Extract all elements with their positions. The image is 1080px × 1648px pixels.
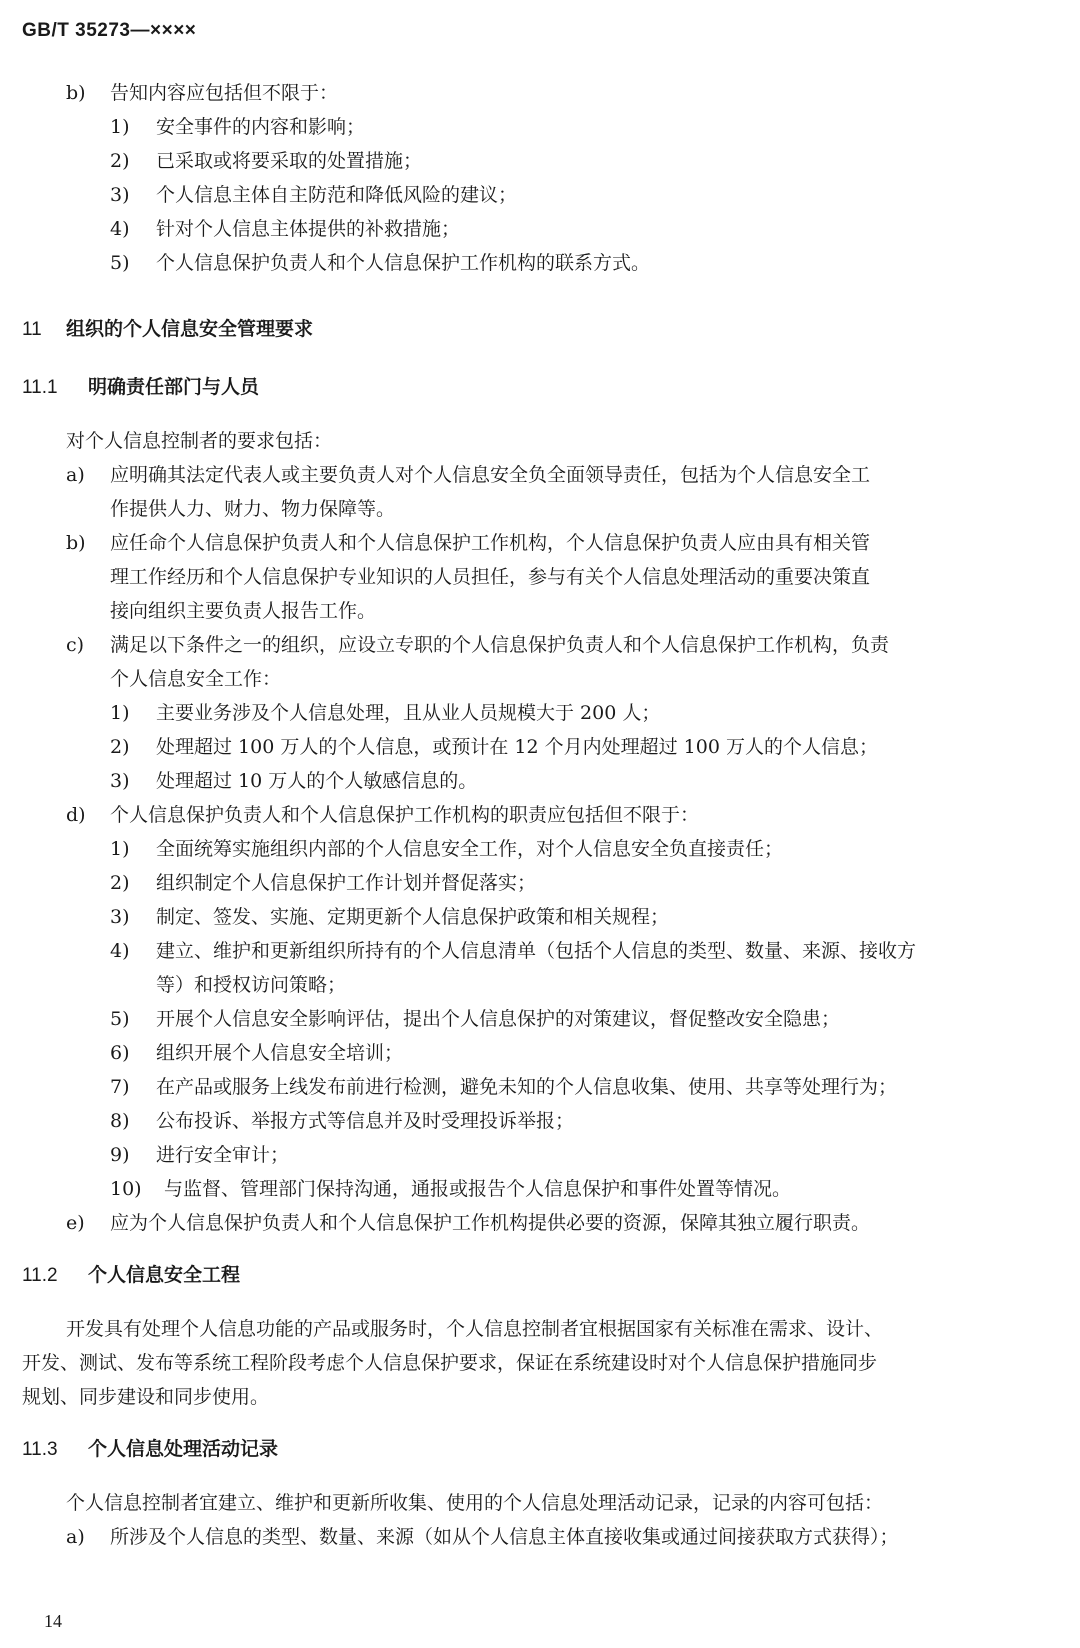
sub-item-number: 7) bbox=[110, 1076, 130, 1098]
sub-item-text: 进行安全审计； bbox=[156, 1144, 290, 1166]
sub-item-number: 6) bbox=[110, 1042, 130, 1064]
sub-item-number: 2) bbox=[110, 736, 130, 758]
list-item-text: 应为个人信息保护负责人和个人信息保护工作机构提供必要的资源，保障其独立履行职责。 bbox=[110, 1212, 871, 1234]
sub-item-number: 1) bbox=[110, 702, 130, 724]
list-marker: a) bbox=[66, 1526, 85, 1548]
sub-item-text: 在产品或服务上线发布前进行检测，避免未知的个人信息收集、使用、共享等处理行为； bbox=[156, 1076, 898, 1098]
section-title: 组织的个人信息安全管理要求 bbox=[66, 318, 314, 340]
sub-item-text: 开展个人信息安全影响评估，提出个人信息保护的对策建议，督促整改安全隐患； bbox=[156, 1008, 841, 1030]
list-item-text: 接向组织主要负责人报告工作。 bbox=[110, 600, 377, 622]
sub-item-number: 2) bbox=[110, 872, 130, 894]
list-item-text: 理工作经历和个人信息保护专业知识的人员担任，参与有关个人信息处理活动的重要决策直 bbox=[110, 566, 871, 588]
section-number: 11 bbox=[22, 319, 42, 340]
sub-item-text: 组织制定个人信息保护工作计划并督促落实； bbox=[156, 872, 537, 894]
list-item-text: 个人信息保护负责人和个人信息保护工作机构的职责应包括但不限于： bbox=[110, 804, 700, 826]
sub-item-text: 针对个人信息主体提供的补救措施； bbox=[156, 218, 461, 240]
sub-item-text: 制定、签发、实施、定期更新个人信息保护政策和相关规程； bbox=[156, 906, 670, 928]
section-number: 11.1 bbox=[22, 377, 58, 398]
paragraph-line: 规划、同步建设和同步使用。 bbox=[22, 1386, 270, 1408]
sub-item-number: 4) bbox=[110, 218, 130, 240]
list-marker: d) bbox=[66, 804, 86, 826]
section-number: 11.2 bbox=[22, 1265, 58, 1286]
sub-item-text: 组织开展个人信息安全培训； bbox=[156, 1042, 404, 1064]
list-marker: b) bbox=[66, 82, 86, 104]
list-item-text: 个人信息安全工作： bbox=[110, 668, 282, 690]
sub-item-text: 公布投诉、举报方式等信息并及时受理投诉举报； bbox=[156, 1110, 575, 1132]
sub-item-number: 5) bbox=[110, 252, 130, 274]
list-item-text: 应任命个人信息保护负责人和个人信息保护工作机构，个人信息保护负责人应由具有相关管 bbox=[110, 532, 871, 554]
sub-item-number: 5) bbox=[110, 1008, 130, 1030]
sub-item-text: 个人信息保护负责人和个人信息保护工作机构的联系方式。 bbox=[156, 252, 651, 274]
sub-item-text: 处理超过 10 万人的个人敏感信息的。 bbox=[156, 770, 478, 792]
list-marker: b) bbox=[66, 532, 86, 554]
paragraph-line: 开发、测试、发布等系统工程阶段考虑个人信息保护要求，保证在系统建设时对个人信息保护措施同步 bbox=[22, 1352, 878, 1374]
sub-item-text: 全面统筹实施组织内部的个人信息安全工作，对个人信息安全负直接责任； bbox=[156, 838, 784, 860]
sub-item-number: 3) bbox=[110, 906, 130, 928]
sub-item-number: 3) bbox=[110, 184, 130, 206]
list-marker: a) bbox=[66, 464, 85, 486]
paragraph-intro: 对个人信息控制者的要求包括： bbox=[66, 430, 333, 452]
section-number: 11.3 bbox=[22, 1439, 58, 1460]
list-item-text: 满足以下条件之一的组织，应设立专职的个人信息保护负责人和个人信息保护工作机构，负责 bbox=[110, 634, 890, 656]
standard-code-header: GB/T 35273—×××× bbox=[22, 20, 197, 41]
list-marker: c) bbox=[66, 634, 85, 656]
paragraph-line: 开发具有处理个人信息功能的产品或服务时，个人信息控制者宜根据国家有关标准在需求、设计、 bbox=[66, 1318, 884, 1340]
sub-item-text: 处理超过 100 万人的个人信息，或预计在 12 个月内处理超过 100 万人的个人信息； bbox=[156, 736, 878, 758]
sub-item-number: 2) bbox=[110, 150, 130, 172]
sub-item-number: 8) bbox=[110, 1110, 130, 1132]
list-item-text: 应明确其法定代表人或主要负责人对个人信息安全负全面领导责任，包括为个人信息安全工 bbox=[110, 464, 871, 486]
sub-item-number: 1) bbox=[110, 116, 130, 138]
section-title: 个人信息处理活动记录 bbox=[88, 1438, 279, 1460]
section-title: 明确责任部门与人员 bbox=[88, 376, 260, 398]
sub-item-text: 个人信息主体自主防范和降低风险的建议； bbox=[156, 184, 518, 206]
sub-item-text: 建立、维护和更新组织所持有的个人信息清单（包括个人信息的类型、数量、来源、接收方 bbox=[156, 940, 917, 962]
sub-item-text: 已采取或将要采取的处置措施； bbox=[156, 150, 423, 172]
list-item-text: 作提供人力、财力、物力保障等。 bbox=[110, 498, 396, 520]
sub-item-number: 9) bbox=[110, 1144, 130, 1166]
sub-item-number: 1) bbox=[110, 838, 130, 860]
sub-item-number: 4) bbox=[110, 940, 130, 962]
sub-item-text: 与监督、管理部门保持沟通，通报或报告个人信息保护和事件处置等情况。 bbox=[164, 1178, 792, 1200]
sub-item-text: 安全事件的内容和影响； bbox=[156, 116, 366, 138]
paragraph-intro: 个人信息控制者宜建立、维护和更新所收集、使用的个人信息处理活动记录，记录的内容可包括： bbox=[66, 1492, 884, 1514]
sub-item-text: 主要业务涉及个人信息处理，且从业人员规模大于 200 人； bbox=[156, 702, 661, 724]
sub-item-text: 等）和授权访问策略； bbox=[156, 974, 347, 996]
section-title: 个人信息安全工程 bbox=[88, 1264, 241, 1286]
list-marker: e) bbox=[66, 1212, 85, 1234]
page-number: 14 bbox=[44, 1611, 62, 1631]
sub-item-number: 10) bbox=[110, 1178, 142, 1200]
sub-item-number: 3) bbox=[110, 770, 130, 792]
list-item-text: 告知内容应包括但不限于： bbox=[110, 82, 339, 104]
list-item-text: 所涉及个人信息的类型、数量、来源（如从个人信息主体直接收集或通过间接获取方式获得）； bbox=[110, 1526, 899, 1548]
